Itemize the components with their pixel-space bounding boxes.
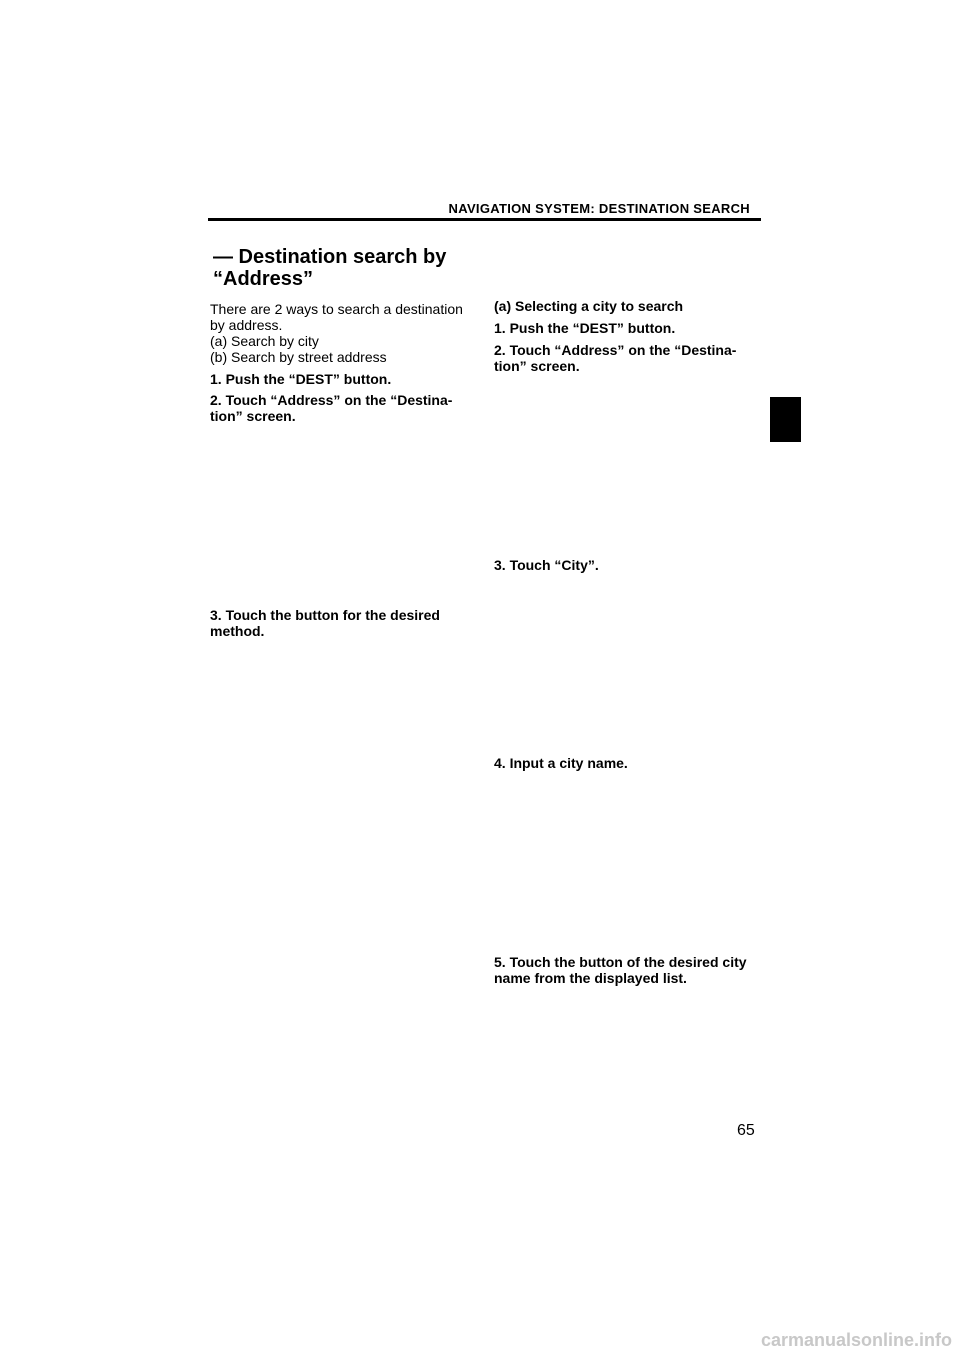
thumb-tab bbox=[770, 397, 801, 442]
section-title bbox=[213, 246, 483, 290]
right-step2-line2: tion” screen. bbox=[494, 358, 580, 374]
left-step2-line2: tion” screen. bbox=[210, 408, 296, 424]
right-step2 bbox=[494, 342, 759, 374]
option-b: (b) Search by street address bbox=[210, 349, 387, 365]
left-step3 bbox=[210, 607, 475, 639]
right-step5-line1: 5. Touch the button of the desired city bbox=[494, 954, 747, 970]
intro-line1: There are 2 ways to search a destination bbox=[210, 301, 463, 317]
right-step4: 4. Input a city name. bbox=[494, 755, 628, 771]
left-step3-line1: 3. Touch the button for the desired bbox=[210, 607, 440, 623]
right-step5 bbox=[494, 954, 759, 986]
page-number: 65 bbox=[737, 1122, 755, 1139]
left-step1: 1. Push the “DEST” button. bbox=[210, 371, 392, 387]
left-step3-line2: method. bbox=[210, 623, 265, 639]
intro-line2: by address. bbox=[210, 317, 283, 333]
header-rule bbox=[208, 218, 761, 221]
right-step5-line2: name from the displayed list. bbox=[494, 970, 687, 986]
section-title-line1: — Destination search by bbox=[213, 246, 447, 268]
left-step2-line1: 2. Touch “Address” on the “Destina- bbox=[210, 392, 453, 408]
right-subheading: (a) Selecting a city to search bbox=[494, 298, 684, 314]
right-step3: 3. Touch “City”. bbox=[494, 557, 599, 573]
watermark: carmanualsonline.info bbox=[760, 1330, 952, 1350]
option-a: (a) Search by city bbox=[210, 333, 319, 349]
right-step1: 1. Push the “DEST” button. bbox=[494, 320, 676, 336]
left-step2 bbox=[210, 392, 475, 424]
intro-paragraph bbox=[210, 301, 475, 365]
section-title-line2: “Address” bbox=[213, 268, 314, 290]
right-step2-line1: 2. Touch “Address” on the “Destina- bbox=[494, 342, 737, 358]
running-header: NAVIGATION SYSTEM: DESTINATION SEARCH bbox=[448, 201, 750, 216]
